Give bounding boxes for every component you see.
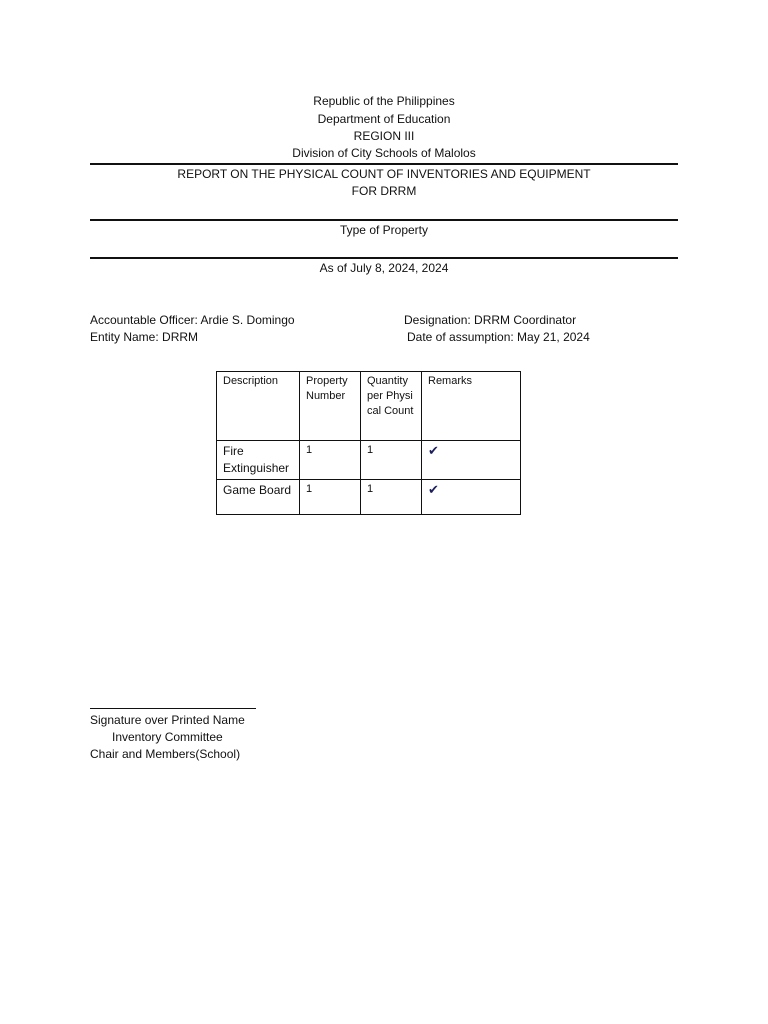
row-quantity: 1: [361, 480, 422, 515]
header-property-number: Property Number: [300, 372, 361, 441]
check-icon: ✔: [428, 482, 439, 497]
table-row: [217, 441, 521, 480]
report-title: REPORT ON THE PHYSICAL COUNT OF INVENTORIES AND EQUIPMENT: [177, 167, 591, 181]
date-of-assumption: Date of assumption: May 21, 2024: [407, 330, 590, 344]
committee-label: Inventory Committee: [112, 730, 223, 744]
table-row: [217, 480, 521, 515]
header-description: Description: [217, 372, 300, 441]
property-divider: [90, 257, 678, 259]
report-subtitle: FOR DRRM: [351, 184, 417, 198]
inventory-table: [216, 371, 521, 515]
header-division: Division of City Schools of Malolos: [292, 146, 476, 160]
row-remarks: [422, 441, 521, 480]
table-header-row: [217, 372, 521, 441]
as-of-date: As of July 8, 2024, 2024: [319, 261, 449, 275]
header-region: REGION III: [353, 129, 415, 143]
row-description: Fire Extinguisher: [217, 441, 300, 480]
entity-name: Entity Name: DRRM: [90, 330, 199, 344]
check-icon: ✔: [428, 443, 439, 458]
header-quantity: Quantity per Physi cal Count: [361, 372, 422, 441]
row-property-number: 1: [300, 441, 361, 480]
title-divider: [90, 219, 678, 221]
header-department: Department of Education: [317, 112, 451, 126]
header-republic: Republic of the Philippines: [313, 94, 455, 108]
row-quantity: 1: [361, 441, 422, 480]
signature-line: [90, 708, 256, 709]
chair-members-label: Chair and Members(School): [90, 747, 241, 761]
row-property-number: 1: [300, 480, 361, 515]
designation: Designation: DRRM Coordinator: [404, 313, 577, 327]
header-remarks: Remarks: [422, 372, 521, 441]
row-remarks: [422, 480, 521, 515]
signature-label: Signature over Printed Name: [90, 713, 245, 727]
row-description: Game Board: [217, 480, 300, 515]
header-divider: [90, 163, 678, 165]
accountable-officer: Accountable Officer: Ardie S. Domingo: [90, 313, 295, 327]
type-of-property: Type of Property: [339, 223, 429, 237]
